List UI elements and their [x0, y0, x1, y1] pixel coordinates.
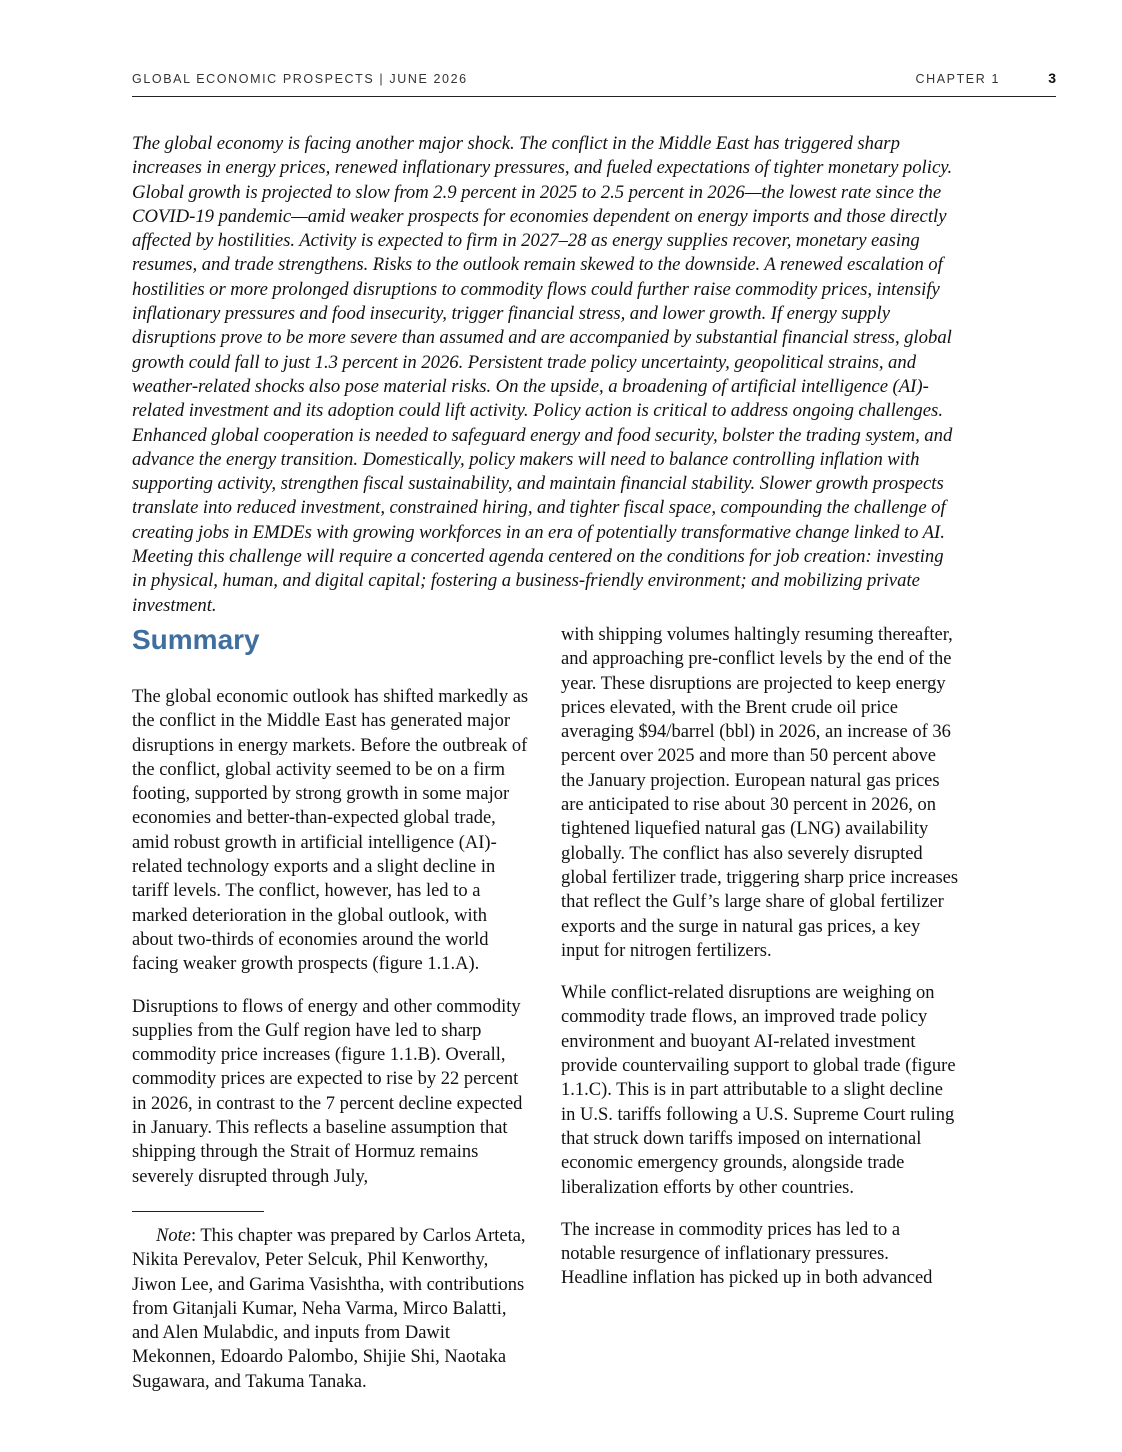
summary-paragraph-4: While conflict-related disruptions are weighing on commodity trade flows, an improved trade policy environment and buoyant AI-related investment provide countervailing support to global trade (figure 1.1.C). This is in part attributable to a slight decline in U.S. tariffs following a U.S. Supreme Court ruling that struck down tariffs imposed on international economic emergency grounds, alongside trade liberalization efforts by other countries.: [561, 983, 956, 1198]
footnote-label: Note: [156, 1225, 191, 1246]
footnote-divider: [132, 1211, 264, 1212]
chapter-label: CHAPTER 1: [915, 72, 1000, 86]
chapter-footnote: [132, 1224, 530, 1394]
running-title: GLOBAL ECONOMIC PROSPECTS | JUNE 2026: [132, 72, 468, 86]
summary-paragraph-1: The global economic outlook has shifted markedly as the conflict in the Middle East has generated major disruptions in energy markets. Before the outbreak of the conflict, global activity seemed to be on a firm footing, supported by strong growth in some major economies and better-than-expected global trade, amid robust growth in artificial intelligence (AI)-related technology exports and a slight decline in tariff levels. The conflict, however, has led to a marked deterioration in the global outlook, with about two-thirds of economies around the world facing weaker growth prospects (figure 1.1.A).: [132, 687, 529, 975]
page-number: 3: [1048, 70, 1056, 86]
running-header: [132, 70, 1056, 97]
footnote-text: : This chapter was prepared by Carlos Arteta, Nikita Perevalov, Peter Selcuk, Phil Kenworthy, Jiwon Lee, and Garima Vasishtha, with contributions from Gitanjali Kumar, Neha Varma, Mirco Balatti, and Alen Mulabdic, and inputs from Dawit Mekonnen, Edoardo Palombo, Shijie Shi, Naotaka Sugawara, and Takuma Tanaka.: [132, 1225, 526, 1392]
section-title-summary: Summary: [132, 624, 260, 655]
left-column: [132, 620, 530, 1412]
summary-paragraph-3: with shipping volumes haltingly resuming thereafter, and approaching pre-conflict levels by the end of the year. These disruptions are projected to keep energy prices elevated, with the Brent crude oil price averaging $94/barrel (bbl) in 2026, an increase of 36 percent over 2025 and more than 50 percent above the January projection. European natural gas prices are anticipated to rise about 30 percent in 2026, on tightened liquefied natural gas (LNG) availability globally. The conflict has also severely disrupted global fertilizer trade, triggering sharp price increases that reflect the Gulf’s large share of global fertilizer exports and the surge in natural gas prices, a key input for nitrogen fertilizers.: [561, 625, 959, 961]
chapter-abstract: The global economy is facing another major shock. The conflict in the Middle East has triggered sharp increases in energy prices, renewed inflationary pressures, and fueled expectations of tighter monetary policy. Global growth is projected to slow from 2.9 percent in 2025 to 2.5 percent in 2026—the lowest rate since the COVID-19 pandemic—amid weaker prospects for economies dependent on energy imports and those directly affected by hostilities. Activity is expected to firm in 2027–28 as energy supplies recover, monetary easing resumes, and trade strengthens. Risks to the outlook remain skewed to the downside. A renewed escalation of hostilities or more prolonged disruptions to commodity flows could further raise commodity prices, intensify inflationary pressures and food insecurity, trigger financial stress, and lower growth. If energy supply disruptions prove to be more severe than assumed and are accompanied by substantial financial stress, global growth could fall to just 1.3 percent in 2026. Persistent trade policy uncertainty, geopolitical strains, and weather-related shocks also pose material risks. On the upside, a broadening of artificial intelligence (AI)-related investment and its adoption could lift activity. Policy action is critical to address ongoing challenges. Enhanced global cooperation is needed to safeguard energy and food security, bolster the trading system, and advance the energy transition. Domestically, policy makers will need to balance controlling inflation with supporting activity, strengthen fiscal sustainability, and maintain financial stability. Slower growth prospects translate into reduced investment, constrained hiring, and tighter fiscal space, compounding the challenge of creating jobs in EMDEs with growing workforces in an era of potentially transformative change linked to AI. Meeting this challenge will require a concerted agenda centered on the conditions for job creation: investing in physical, human, and digital capital; fostering a business-friendly environment; and mobilizing private investment.: [132, 133, 953, 616]
right-column: [561, 620, 959, 1309]
summary-paragraph-5: The increase in commodity prices has led to a notable resurgence of inflationary pressures. Headline inflation has picked up in both advanced: [561, 1219, 933, 1289]
summary-paragraph-2: Disruptions to flows of energy and other commodity supplies from the Gulf region have led to sharp commodity price increases (figure 1.1.B). Overall, commodity prices are expected to rise by 22 percent in 2026, in contrast to the 7 percent decline expected in January. This reflects a baseline assumption that shipping through the Strait of Hormuz remains severely disrupted through July,: [132, 996, 523, 1187]
